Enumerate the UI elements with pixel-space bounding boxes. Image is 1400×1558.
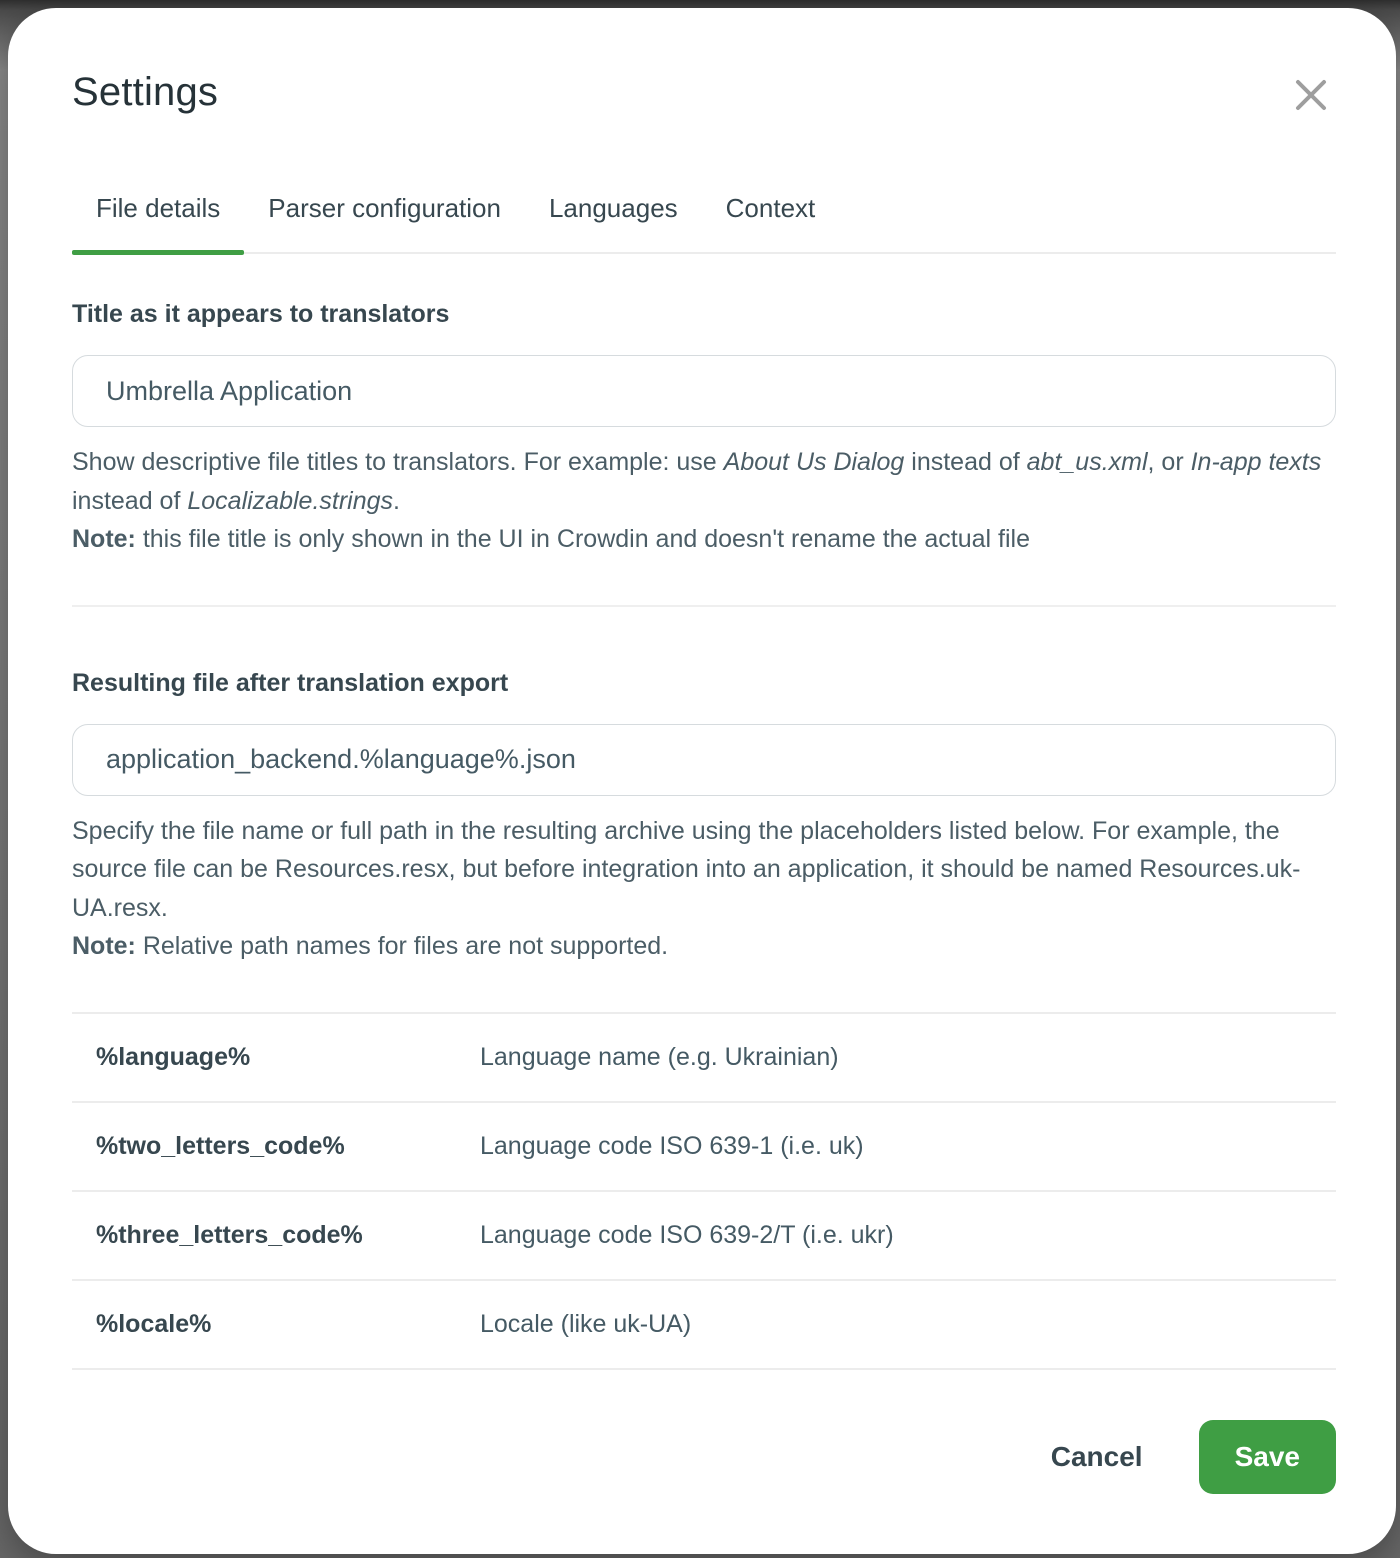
note-text: this file title is only shown in the UI in Crowdin and doesn't rename the actual file [135,525,1031,553]
export-help-description: Specify the file name or full path in the resulting archive using the placeholders listed below. For example, the source file can be Resources.resx, but before integration into an application, it should be named Resources.uk-UA.resx. [72,816,1301,922]
placeholder-description: Language name (e.g. Ukrainian) [480,1042,839,1071]
export-help-text [72,812,1336,966]
export-field-label: Resulting file after translation export [72,668,509,697]
table-row [72,1281,1336,1370]
placeholder-description: Locale (like uk-UA) [480,1309,692,1338]
title-field-label: Title as it appears to translators [72,300,450,328]
table-row [72,1014,1336,1103]
placeholder-code: %two_letters_code% [96,1131,345,1160]
close-icon[interactable] [1290,74,1332,116]
tab-parser-configuration[interactable]: Parser configuration [268,193,501,223]
placeholder-code: %language% [96,1042,251,1071]
settings-dialog [8,8,1396,1554]
export-help-note [72,927,1336,966]
placeholders-table [72,1012,1336,1370]
title-input[interactable] [72,355,1336,427]
save-button[interactable]: Save [1199,1420,1336,1494]
note-text: Relative path names for files are not supported. [135,932,669,960]
table-row [72,1103,1336,1192]
tab-file-details[interactable]: File details [72,193,244,252]
section-divider [72,605,1336,607]
tab-context[interactable]: Context [725,193,816,223]
title-section [72,300,1336,559]
tab-languages[interactable]: Languages [548,193,678,223]
table-row [72,1192,1336,1281]
dialog-footer [72,1420,1336,1494]
placeholder-code: %three_letters_code% [96,1220,363,1249]
note-label: Note: [72,932,136,960]
cancel-button[interactable]: Cancel [1050,1440,1143,1472]
placeholder-description: Language code ISO 639-1 (i.e. uk) [480,1131,864,1160]
title-help-note [72,520,1336,559]
close-x-glyph [1293,77,1329,113]
title-help-text [72,443,1336,559]
note-label: Note: [72,525,136,553]
placeholder-description: Language code ISO 639-2/T (i.e. ukr) [480,1220,894,1249]
page-title: Settings [72,70,219,114]
export-section [72,669,1336,966]
title-help-description: Show descriptive file titles to translators. For example: use About Us Dialog instead of abt_us.xml, or In-app texts instead of Localizable.strings. [72,448,1322,515]
export-filename-input[interactable] [72,724,1336,796]
tab-bar [72,193,1336,254]
placeholder-code: %locale% [96,1309,212,1338]
